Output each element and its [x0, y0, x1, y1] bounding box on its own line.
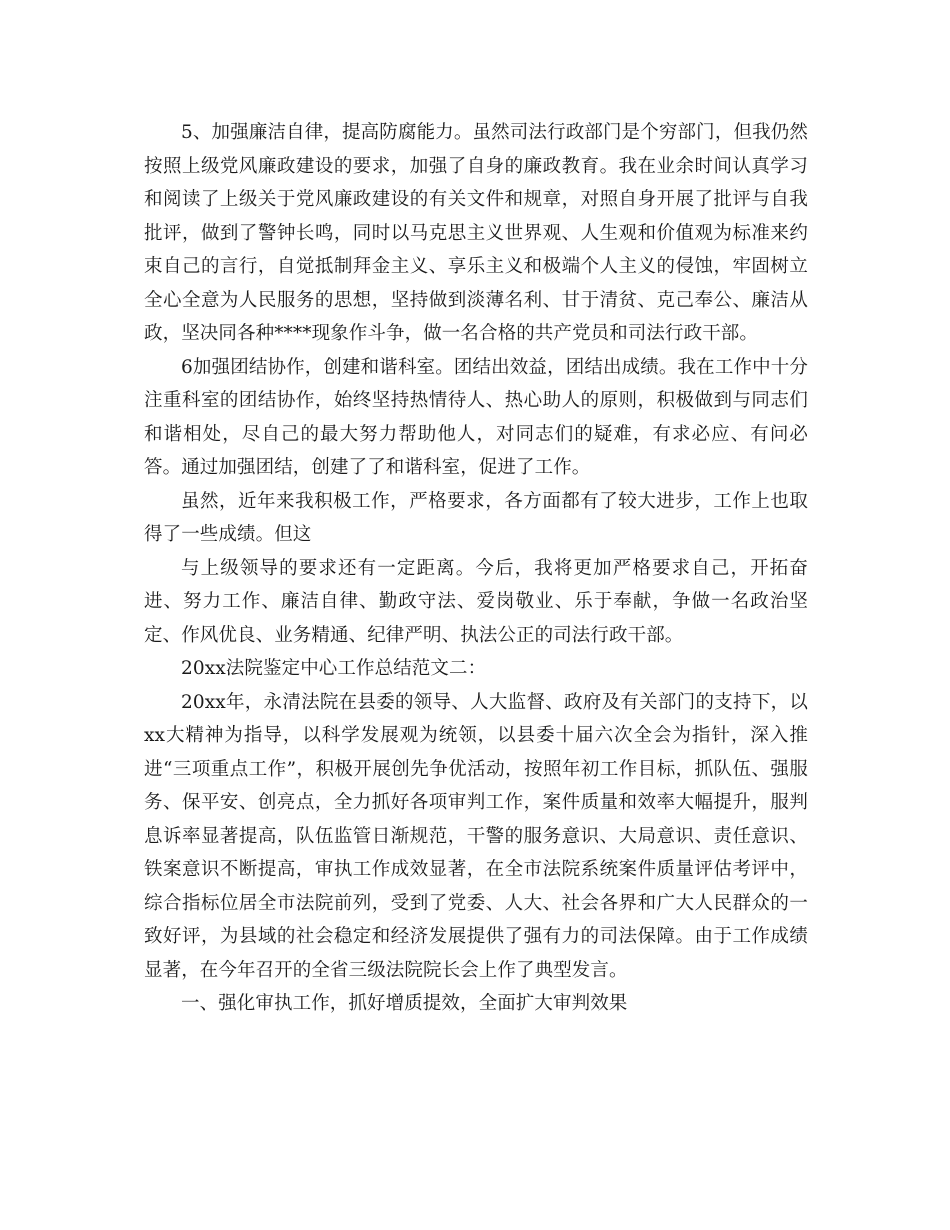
paragraph-future-goals: 与上级领导的要求还有一定距离。今后，我将更加严格要求自己，开拓奋进、努力工作、廉洁自律、勤政守法、爱岗敬业、乐于奉献，争做一名政治坚定、作风优良、业务精通、纪律严明、执法公正的司法行政干部。	[144, 557, 808, 646]
section-title-sample-two: 20xx法院鉴定中心工作总结范文二：	[181, 658, 487, 679]
paragraph-achievements: 虽然，近年来我积极工作，严格要求，各方面都有了较大进步，工作上也取得了一些成绩。但这	[144, 490, 808, 545]
document-body	[144, 116, 808, 1021]
section-heading-one: 一、强化审执工作，抓好增质提效，全面扩大审判效果	[181, 993, 628, 1014]
paragraph-court-summary: 20xx年，永清法院在县委的领导、人大监督、政府及有关部门的支持下，以xx大精神为指导，以科学发展观为统领，以县委十届六次全会为指针，深入推进“三项重点工作”，积极开展创先争优活动，按照年初工作目标，抓队伍、强服务、保平安、创亮点，全力抓好各项审判工作，案件质量和效率大幅提升，服判息诉率显著提高，队伍监管日渐规范，干警的服务意识、大局意识、责任意识、铁案意识不断提高，审执工作成效显著，在全市法院系统案件质量评估考评中，综合指标位居全市法院前列，受到了党委、人大、社会各界和广大人民群众的一致好评，为县域的社会稳定和经济发展提供了强有力的司法保障。由于工作成绩显著，在今年召开的全省三级法院院长会上作了典型发言。	[144, 691, 808, 981]
paragraph-unity: 6加强团结协作，创建和谐科室。团结出效益，团结出成绩。我在工作中十分注重科室的团结协作，始终坚持热情待人、热心助人的原则，积极做到与同志们和谐相处，尽自己的最大努力帮助他人，对同志们的疑难，有求必应、有问必答。通过加强团结，创建了了和谐科室，促进了工作。	[144, 356, 808, 478]
paragraph-integrity: 5、加强廉洁自律，提高防腐能力。虽然司法行政部门是个穷部门，但我仍然按照上级党风廉政建设的要求，加强了自身的廉政教育。我在业余时间认真学习和阅读了上级关于党风廉政建设的有关文件和规章，对照自身开展了批评与自我批评，做到了警钟长鸣，同时以马克思主义世界观、人生观和价值观为标准来约束自己的言行，自觉抵制拜金主义、享乐主义和极端个人主义的侵蚀，牢固树立全心全意为人民服务的思想，坚持做到淡薄名利、甘于清贫、克己奉公、廉洁从政，坚决同各种****现象作斗争，做一名合格的共产党员和司法行政干部。	[144, 122, 808, 344]
